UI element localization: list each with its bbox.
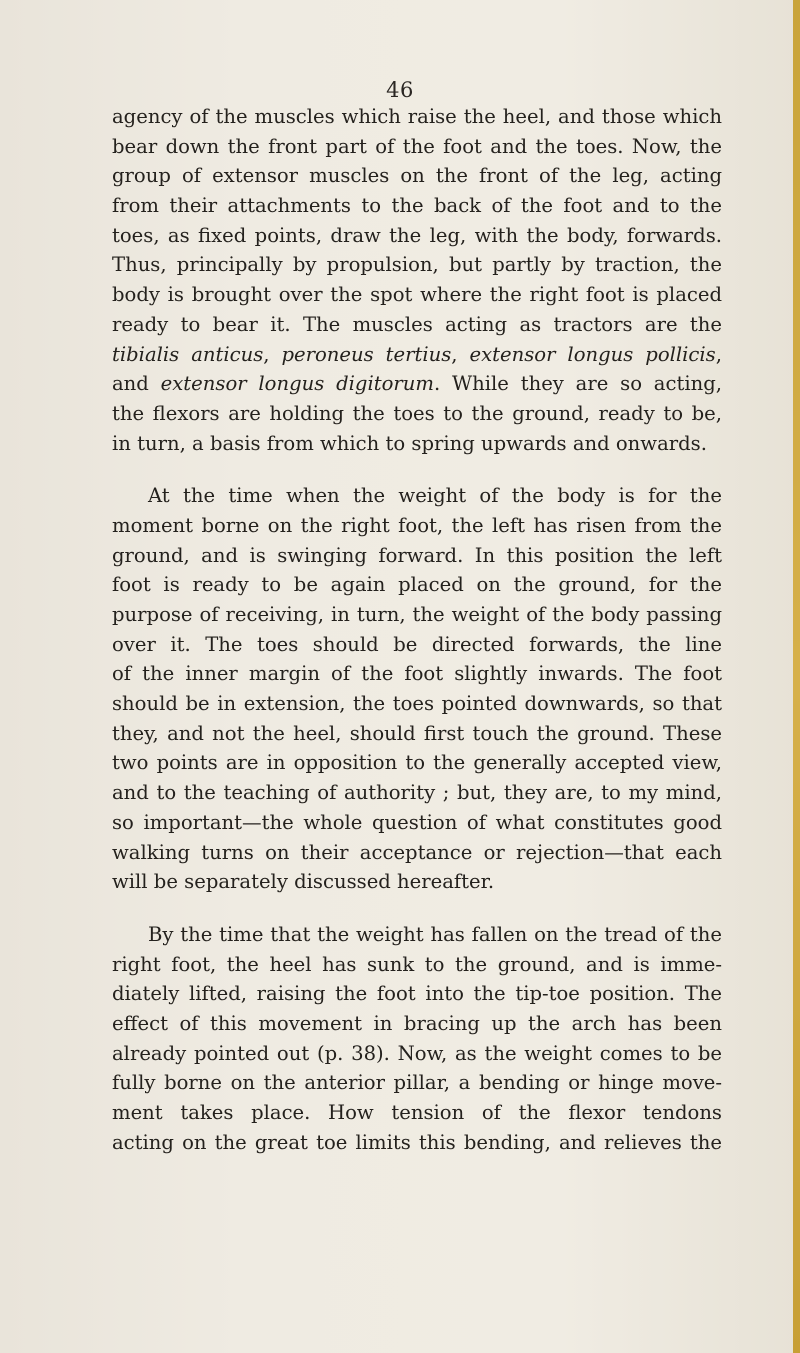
text-line: and to the teaching of authority ; but, they are, to my mind, <box>112 781 722 805</box>
body-text <box>112 102 722 1157</box>
text-line: ment takes place. How tension of the flexor tendons <box>112 1101 722 1124</box>
text-line: from their attachments to the back of the foot and to the <box>112 194 722 218</box>
text-line: moment borne on the right foot, the left has risen from the <box>112 513 722 537</box>
text-line: agency of the muscles which raise the heel, and those which <box>112 105 722 128</box>
text-line: purpose of receiving, in turn, the weight of the body passing <box>112 603 722 626</box>
text-line: bear down the front part of the foot and the toes. Now, the <box>112 134 722 158</box>
italic-term: tibialis anticus <box>112 342 264 366</box>
text-line: should be in extension, the toes pointed downwards, so that <box>112 692 722 716</box>
text-line: ready to bear it. The muscles acting as tractors are the <box>112 312 722 336</box>
italic-term: extensor longus digitorum <box>160 372 434 396</box>
text-line: At the time when the weight of the body is for the <box>148 484 722 508</box>
text-line: By the time that the weight has fallen on the tread of the <box>148 922 722 946</box>
text-line: Thus, principally by propulsion, but partly by traction, the <box>112 253 722 277</box>
italic-term: extensor longus pollicis <box>469 342 716 366</box>
text-line: group of extensor muscles on the front of the leg, acting <box>112 164 722 188</box>
text-line: two points are in opposition to the generally accepted view, <box>112 751 722 775</box>
text-line: of the inner margin of the foot slightly inwards. The foot <box>112 662 722 686</box>
text-line: they, and not the heel, should first touch the ground. These <box>112 721 722 745</box>
text-line: walking turns on their acceptance or rejection—that each <box>112 840 722 864</box>
text-line-italic-terms: tibialis anticus, peroneus tertius, extensor longus pollicis, <box>112 342 722 366</box>
text-line: body is brought over the spot where the right foot is placed <box>112 283 722 307</box>
text-line: diately lifted, raising the foot into the tip-toe position. The <box>112 982 722 1006</box>
page-number: 46 <box>386 78 414 102</box>
text-line: in turn, a basis from which to spring upwards and onwards. <box>112 431 707 455</box>
text-line: will be separately discussed hereafter. <box>112 870 495 894</box>
page-edge <box>793 0 800 1353</box>
text-line: fully borne on the anterior pillar, a bending or hinge move- <box>112 1071 722 1095</box>
text-line: acting on the great toe limits this bending, and relieves the <box>112 1130 722 1154</box>
text-line: so important—the whole question of what constitutes good <box>112 810 722 834</box>
text-line-italic-terms: and extensor longus digitorum. While they are so acting, <box>112 372 722 396</box>
text-line: ground, and is swinging forward. In this position the left <box>112 543 722 567</box>
italic-term: peroneus tertius <box>281 342 452 366</box>
text-line: foot is ready to be again placed on the ground, for the <box>112 573 722 597</box>
text-line: right foot, the heel has sunk to the ground, and is imme- <box>112 952 722 976</box>
text-line: over it. The toes should be directed forwards, the line <box>112 632 722 656</box>
text-line: already pointed out (p. 38). Now, as the weight comes to be <box>112 1041 722 1065</box>
text-line: the flexors are holding the toes to the ground, ready to be, <box>112 401 722 425</box>
text-line: toes, as fixed points, draw the leg, with the body, forwards. <box>112 223 722 247</box>
text-line: effect of this movement in bracing up the arch has been <box>112 1011 722 1035</box>
